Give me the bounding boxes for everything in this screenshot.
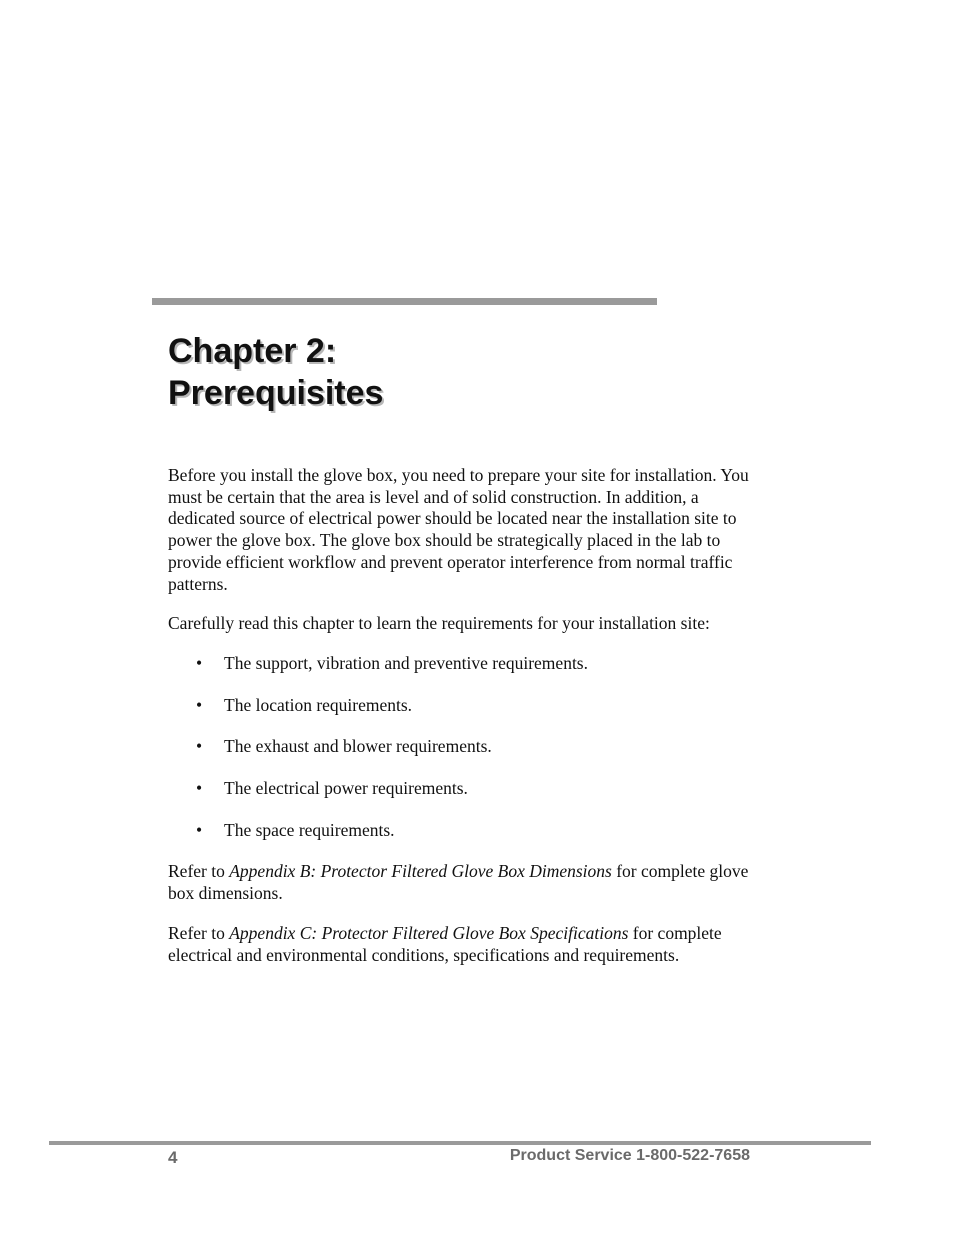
- appendix-c-title: Appendix C: Protector Filtered Glove Box Specifications: [229, 922, 629, 943]
- reference-prefix: Refer to: [168, 922, 230, 943]
- list-item: [168, 820, 758, 842]
- bullet-icon: •: [196, 652, 203, 673]
- chapter-top-rule: [152, 298, 657, 305]
- appendix-b-title: Appendix B: Protector Filtered Glove Box Dimensions: [229, 861, 612, 882]
- list-item-text: The space requirements.: [224, 819, 395, 840]
- list-item: [168, 653, 758, 675]
- list-item-text: The electrical power requirements.: [224, 778, 468, 799]
- lead-in-paragraph: Carefully read this chapter to learn the requirements for your installation site:: [168, 613, 710, 634]
- appendix-b-reference: [168, 861, 758, 904]
- reference-suffix: for complete electrical and environmental conditions, specifications and requirements.: [168, 922, 722, 965]
- bullet-icon: •: [196, 736, 203, 757]
- chapter-title: [168, 330, 383, 414]
- reference-suffix: for complete glove box dimensions.: [168, 861, 749, 904]
- bullet-icon: •: [196, 778, 203, 799]
- list-item: [168, 695, 758, 717]
- list-item: [168, 778, 758, 800]
- chapter-title-line-1: Chapter 2:: [168, 332, 337, 370]
- list-item-text: The exhaust and blower requirements.: [224, 736, 492, 757]
- page-number: 4: [168, 1148, 178, 1167]
- chapter-title-line-2: Prerequisites: [168, 374, 384, 412]
- appendix-c-reference: [168, 923, 758, 966]
- bullet-icon: •: [196, 819, 203, 840]
- list-item-text: The support, vibration and preventive requirements.: [224, 652, 588, 673]
- bullet-icon: •: [196, 694, 203, 715]
- intro-paragraph: Before you install the glove box, you need to prepare your site for installation. You must be certain that the area is level and of solid construction. In addition, a dedicated source of electrical power should be located near the installation site to power the glove box. The glove box should be strategically placed in the lab to provide efficient workflow and prevent operator interference from normal traffic patterns.: [168, 465, 749, 594]
- list-item: [168, 736, 758, 758]
- chapter-body: [168, 465, 758, 984]
- list-item-text: The location requirements.: [224, 694, 413, 715]
- reference-prefix: Refer to: [168, 861, 230, 882]
- footer-rule: [49, 1141, 871, 1145]
- product-service-line: Product Service 1-800-522-7658: [509, 1147, 750, 1164]
- requirements-list: [168, 653, 758, 842]
